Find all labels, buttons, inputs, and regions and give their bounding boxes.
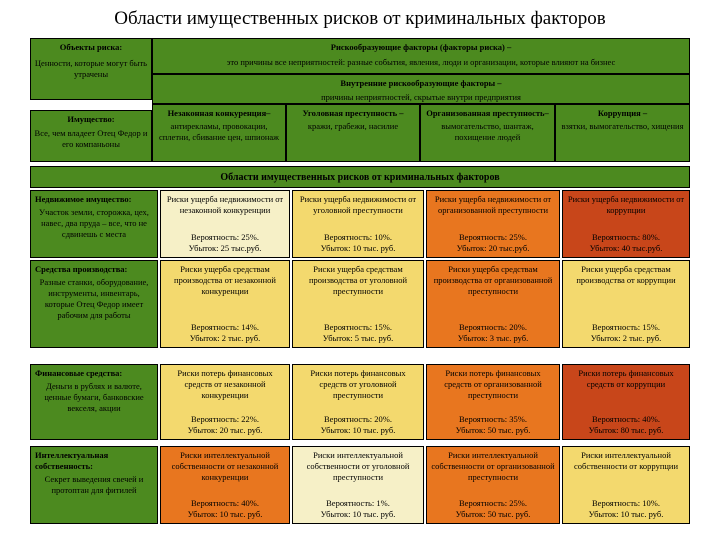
risk-probability: Вероятность: 22%. (191, 414, 259, 424)
factor-type-competition (152, 104, 286, 162)
factors-box (152, 38, 690, 74)
section-title (30, 166, 690, 188)
risk-probability: Вероятность: 1%. (326, 498, 390, 508)
risk-probability: Вероятность: 35%. (459, 414, 527, 424)
risk-cell (426, 260, 560, 348)
risk-title: Риски интеллектуальной собственности от незаконной конкуренции (171, 450, 279, 482)
risk-probability: Вероятность: 15%. (324, 322, 392, 332)
risk-loss: Убыток: 10 тыс. руб. (320, 509, 396, 519)
risk-probability: Вероятность: 40%. (592, 414, 660, 424)
risk-probability: Вероятность: 80%. (592, 232, 660, 242)
risk-loss: Убыток: 25 тыс.руб. (188, 243, 262, 253)
risk-probability: Вероятность: 25%. (459, 498, 527, 508)
row-label-desc: Деньги в рублях и валюте, ценные бумаги, банковские векселя, акции (44, 381, 144, 413)
risk-cell (160, 446, 290, 524)
risk-loss: Убыток: 2 тыс. руб. (590, 333, 662, 343)
factors-text: это причины все неприятностей: разные события, явления, люди и организации, которые влияют на бизнес (226, 57, 616, 67)
factor-type-heading: Коррупция – (597, 108, 648, 118)
risk-title: Риски потерь финансовых средств от организованной преступности (444, 368, 542, 400)
internal-box (152, 74, 690, 104)
objects-text: Ценности, которые могут быть утрачены (34, 58, 148, 79)
factor-type-heading: Организованная преступность– (426, 108, 549, 118)
risk-cell (426, 190, 560, 258)
risk-title: Риски интеллектуальной собственности от уголовной преступности (306, 450, 410, 482)
risk-title: Риски ущерба недвижимости от коррупции (567, 194, 685, 215)
risk-loss: Убыток: 20 тыс. руб. (187, 425, 263, 435)
risk-title: Риски потерь финансовых средств от коррупции (578, 368, 674, 389)
factors-heading: Рискообразующие факторы (факторы риска) – (330, 42, 512, 52)
objects-heading: Объекты риска: (59, 42, 123, 52)
risk-probability: Вероятность: 25%. (459, 232, 527, 242)
risk-cell (426, 364, 560, 440)
risk-probability: Вероятность: 40%. (191, 498, 259, 508)
risk-cell (292, 260, 424, 348)
row-label-realestate (30, 190, 158, 258)
risk-cell (292, 446, 424, 524)
objects-box (30, 38, 152, 100)
section-title-text: Области имущественных рисков от криминальных факторов (220, 172, 500, 183)
factor-type-corruption (555, 104, 690, 162)
risk-title: Риски потерь финансовых средств от незаконной конкуренции (177, 368, 273, 400)
risk-cell (160, 260, 290, 348)
risk-title: Риски ущерба средствам производства от незаконной конкуренции (174, 264, 276, 296)
property-heading: Имущество: (67, 114, 115, 124)
risk-loss: Убыток: 50 тыс. руб. (455, 425, 531, 435)
risk-cell (292, 190, 424, 258)
risk-title: Риски ущерба недвижимости от уголовной преступности (299, 194, 417, 215)
risk-cell (160, 190, 290, 258)
row-label-desc: Секрет выведения свечей и протоптан для фитилей (44, 474, 144, 495)
risk-loss: Убыток: 10 тыс. руб. (320, 243, 396, 253)
risk-loss: Убыток: 3 тыс. руб. (457, 333, 529, 343)
risk-title: Риски ущерба недвижимости от незаконной конкуренции (166, 194, 284, 215)
risk-cell (562, 190, 690, 258)
factor-type-text: антирекламы, провокации, сплетни, сбивание цен, шпионаж (158, 121, 280, 142)
internal-text: причины неприятностей, скрытые внутри предприятия (321, 92, 521, 102)
risk-title: Риски ущерба средствам производства от коррупции (576, 264, 676, 285)
risk-loss: Убыток: 80 тыс. руб. (588, 425, 664, 435)
risk-cell (562, 260, 690, 348)
risk-loss: Убыток: 40 тыс.руб. (589, 243, 663, 253)
internal-heading: Внутренние рискообразующие факторы – (340, 78, 502, 88)
risk-probability: Вероятность: 25%. (191, 232, 259, 242)
row-label-heading: Недвижимое имущество: (35, 194, 132, 204)
risk-loss: Убыток: 10 тыс. руб. (588, 509, 664, 519)
risk-cell (292, 364, 424, 440)
risk-cell (562, 364, 690, 440)
risk-loss: Убыток: 10 тыс. руб. (187, 509, 263, 519)
risk-loss: Убыток: 10 тыс. руб. (320, 425, 396, 435)
risk-probability: Вероятность: 14%. (191, 322, 259, 332)
risk-cell (562, 446, 690, 524)
factor-type-crime (286, 104, 420, 162)
factor-type-organized (420, 104, 555, 162)
row-label-production (30, 260, 158, 348)
risk-loss: Убыток: 50 тыс. руб. (455, 509, 531, 519)
row-label-desc: Участок земли, сторожка, цех, навес, два пруда – все, что не сдвинешь с места (39, 207, 149, 239)
row-label-ip (30, 446, 158, 524)
factor-type-heading: Незаконная конкуренция– (167, 108, 271, 118)
risk-probability: Вероятность: 10%. (324, 232, 392, 242)
risk-title: Риски интеллектуальной собственности от коррупции (573, 450, 679, 471)
risk-title: Риски потерь финансовых средств от уголовной преступности (310, 368, 406, 400)
factor-type-heading: Уголовная преступность – (302, 108, 404, 118)
risk-probability: Вероятность: 15%. (592, 322, 660, 332)
risk-title: Риски ущерба средствам производства от организованной преступности (433, 264, 553, 296)
property-text: Все, чем владеет Отец Федор и его компаньоны (34, 128, 148, 149)
row-label-heading: Финансовые средства: (35, 368, 123, 378)
risk-probability: Вероятность: 10%. (592, 498, 660, 508)
risk-title: Риски ущерба недвижимости от организованной преступности (434, 194, 552, 215)
factor-type-text: кражи, грабежи, насилие (307, 121, 399, 131)
property-box (30, 110, 152, 162)
risk-cell (426, 446, 560, 524)
risk-loss: Убыток: 20 тыс.руб. (456, 243, 530, 253)
page-title: Области имущественных рисков от криминальных факторов (114, 8, 606, 29)
row-label-finance (30, 364, 158, 440)
factor-type-text: вымогательство, шантаж, похищение людей (441, 121, 534, 142)
risk-loss: Убыток: 5 тыс. руб. (322, 333, 394, 343)
risk-cell (160, 364, 290, 440)
row-label-heading: Интеллектуальная собственность: (35, 450, 109, 471)
risk-loss: Убыток: 2 тыс. руб. (189, 333, 261, 343)
risk-title: Риски ущерба средствам производства от уголовной преступности (308, 264, 408, 296)
row-label-heading: Средства производства: (35, 264, 128, 274)
row-label-desc: Разные станки, оборудование, инструменты, инвентарь, которые Отец Федор имеет рабочим для работы (39, 277, 149, 320)
risk-title: Риски интеллектуальной собственности от организованной преступности (431, 450, 555, 482)
risk-probability: Вероятность: 20%. (459, 322, 527, 332)
risk-probability: Вероятность: 20%. (324, 414, 392, 424)
factor-type-text: взятки, вымогательство, хищения (561, 121, 684, 131)
